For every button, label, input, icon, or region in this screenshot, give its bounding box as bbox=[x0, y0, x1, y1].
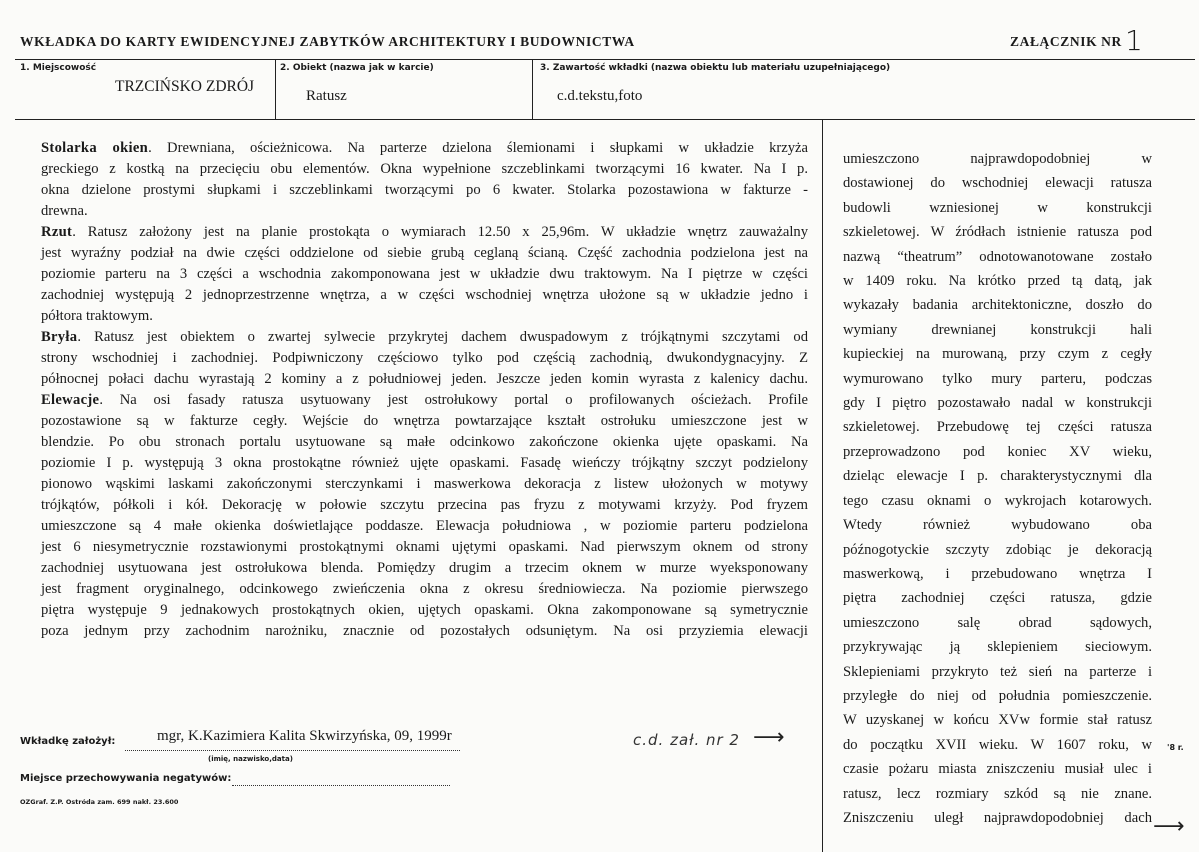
main-text-content: zachodniej usytuowana jest ostrołukowa blenda. Pomiędzy drugim a trzecim oknem w murze wyeksponowany bbox=[41, 560, 808, 576]
section-heading: Stolarka okien bbox=[41, 140, 149, 156]
main-text-line bbox=[41, 285, 808, 306]
history-text-line: wymurowano tylko mury parteru, podczas bbox=[843, 370, 1152, 387]
history-text-line: gdy I piętro pozostawało nadal w konstrukcji bbox=[843, 395, 1152, 412]
history-text-line: przykrywając ją sklepieniem sieciowym. bbox=[843, 639, 1152, 656]
attachment-number: 1 bbox=[1125, 24, 1143, 57]
main-text-content: umieszczone są 4 małe okienka doświetlające poddasze. Elewacja południowa , w poziomie parteru podzielona bbox=[41, 518, 808, 534]
main-text-content: półtora traktowym. bbox=[41, 308, 153, 324]
continuation-arrow-icon: ⟶ bbox=[753, 725, 785, 750]
main-text-line bbox=[41, 453, 808, 474]
history-text-line: przyległe do niej od południa pomieszczenie. bbox=[843, 687, 1152, 704]
field-locality-value: TRZCIŃSKO ZDRÓJ bbox=[115, 78, 255, 95]
main-text-line bbox=[41, 180, 808, 201]
main-text-content: drewna. bbox=[41, 203, 88, 219]
main-text-content: poziomie parteru na 3 części a wschodnia zakomponowana jest w układzie dwu traktowym. Na I piętrze w części bbox=[41, 266, 808, 282]
main-text-line bbox=[41, 222, 808, 243]
history-text-line: umieszczono salę obrad sądowych, bbox=[843, 614, 1152, 631]
main-text-content: okna dzielone prostymi słupkami i szczeblinkami tworzącymi po 6 kwater. Stolarka pozostawiona w fakturze - bbox=[41, 182, 808, 198]
history-text-line: dostawionej do wschodniej elewacji ratusza bbox=[843, 175, 1152, 192]
main-text-line bbox=[41, 348, 808, 369]
history-text-line: nazwą “theatrum” odnotowanotowane zostało bbox=[843, 248, 1152, 265]
field-contents-label: 3. Zawartość wkładki (nazwa obiektu lub materiału uzupełniającego) bbox=[540, 63, 891, 73]
main-text-content: jest wyraźny podział na dwie części oddzielone od siebie grubą ceglaną ścianą. Część zachodnia podzielona jest na bbox=[41, 245, 808, 261]
history-text-line: tego czasu oknami o wykrojach kotarowych. bbox=[843, 492, 1152, 509]
main-description bbox=[41, 138, 808, 642]
footer-author-label: Wkładkę założył: bbox=[20, 736, 116, 747]
main-text-content: północnej połaci dachu wyrastają 2 kominy a z południowej jeden. Jeszcze jeden komin wyrasta z kalenicy dachu. bbox=[41, 371, 808, 387]
footer-storage-label: Miejsce przechowywania negatywów: bbox=[20, 773, 232, 784]
field-object-value: Ratusz bbox=[306, 88, 347, 104]
header-divider-1 bbox=[275, 59, 276, 120]
history-text-line: późnogotyckie szczyty zdobiąc je dekoracją bbox=[843, 541, 1152, 558]
footer-author-value: mgr, K.Kazimiera Kalita Skwirzyńska, 09, 1999r bbox=[157, 728, 452, 744]
main-text-content: zachodniej występują 2 jednoprzestrzenne wnętrza, a w części wschodniej wnętrza ułożone są w układzie jedno i bbox=[41, 287, 808, 303]
main-text-line bbox=[41, 537, 808, 558]
main-text-content: piętra występuje 9 jednakowych prostokątnych okien, ujętych opaskami. Okna zakomponowane są symetrycznie bbox=[41, 602, 808, 618]
history-text-line: w 1409 roku. Na krótko przed tą datą, jak bbox=[843, 273, 1152, 290]
section-heading: Rzut bbox=[41, 224, 73, 240]
main-text-content: blendzie. Po obu stronach portalu usytuowane są małe odcinkowo zakończone okienka ujęte opaskami. Na bbox=[41, 434, 808, 450]
history-text-line: budowli wzniesionej w konstrukcji bbox=[843, 199, 1152, 216]
field-object-label: 2. Obiekt (nazwa jak w karcie) bbox=[280, 63, 434, 73]
main-text-line bbox=[41, 264, 808, 285]
main-text-line bbox=[41, 369, 808, 390]
history-text-line: ratusz, lecz rozmiary szkód są nie znane. bbox=[843, 785, 1152, 802]
main-text-line bbox=[41, 432, 808, 453]
history-text-line: przeprowadzono pod koniec XV wieku, bbox=[843, 443, 1152, 460]
main-text-content: jest fragment oryginalnego, odcinkowego zwieńczenia okna z okresu średniowiecza. Na poziomie pierwszego bbox=[41, 581, 808, 597]
main-text-content: . Na osi fasady ratusza usytuowany jest ostrołukowy portal o profilowanych ościeżach. Profile bbox=[99, 392, 808, 408]
attachment-label: ZAŁĄCZNIK NR bbox=[1010, 34, 1122, 49]
history-text-line: kupieckiej na murowaną, przy czym z cegły bbox=[843, 346, 1152, 363]
main-text-content: pozostawione są w fakturze cegły. Wejście do wnętrza powtarzające kształt ostrołuku umieszczone jest w bbox=[41, 413, 808, 429]
main-text-line bbox=[41, 306, 808, 327]
history-text-line: dzieląc elewacje I p. charakterystycznymi dla bbox=[843, 468, 1152, 485]
main-text-line bbox=[41, 474, 808, 495]
history-text-line: Wtedy również wybudowano oba bbox=[843, 517, 1152, 534]
main-text-line bbox=[41, 621, 808, 642]
main-text-line bbox=[41, 243, 808, 264]
history-text-line: wykazały badania architektoniczne, doszło do bbox=[843, 297, 1152, 314]
history-description bbox=[843, 147, 1152, 830]
main-text-line bbox=[41, 579, 808, 600]
main-text-content: poziomie I p. występują 3 okna prostokątne również ujęte opaskami. Fasadę wieńczy trójkątny szczyt podzielony bbox=[41, 455, 808, 471]
section-heading: Bryła bbox=[41, 329, 78, 345]
main-text-line bbox=[41, 159, 808, 180]
history-text-line: umieszczono najprawdopodobniej w bbox=[843, 151, 1152, 167]
history-text-line: do początku XVII wieku. W 1607 roku, w bbox=[843, 736, 1152, 753]
column-divider bbox=[822, 119, 823, 852]
main-text-line bbox=[41, 201, 808, 222]
history-text-line: maswerkową, i przebudowano wnętrza I bbox=[843, 565, 1152, 582]
history-text-line: wymiany drewnianej konstrukcji hali bbox=[843, 321, 1152, 338]
footer-author-caption: (imię, nazwisko,data) bbox=[208, 755, 293, 763]
main-text-content: pionowo wąskimi laskami zakończonymi sterczynkami i maswerkowa dekoracja z listew ułożonych w motywy bbox=[41, 476, 808, 492]
main-text-content: . Ratusz jest obiektem o zwartej sylwecie przykrytej dachem dwuspadowym z trójkątnymi szczytami od bbox=[77, 329, 808, 345]
header-rule-top bbox=[15, 59, 1195, 60]
history-text-line: szkieletowej. W źródłach istnienie ratusza pod bbox=[843, 224, 1152, 241]
section-heading: Elewacje bbox=[41, 392, 100, 408]
main-text-line bbox=[41, 390, 808, 411]
main-text-line bbox=[41, 411, 808, 432]
field-contents-value: c.d.tekstu,foto bbox=[557, 88, 643, 104]
main-text-content: jest 6 niesymetrycznie rozstawionymi prostokątnymi oknami ujętymi opaskami. Nad pierwszym oknem od strony bbox=[41, 539, 808, 555]
header-rule-bottom bbox=[15, 119, 1195, 120]
main-text-content: greckiego z kostką na przecięciu obu elementów. Okna wypełnione szczeblinkami tworzącymi 16 kwater. Na I p. bbox=[41, 161, 808, 177]
next-page-arrow-icon: ⟶ bbox=[1153, 814, 1185, 839]
field-locality-label: 1. Miejscowość bbox=[20, 63, 97, 73]
main-text-content: . Drewniana, ościeżnicowa. Na parterze dzielona ślemionami i słupkami w układzie krzyża bbox=[148, 140, 808, 156]
main-text-line bbox=[41, 558, 808, 579]
main-text-content: trójkątów, półkoli i kół. Dekorację w połowie szczytu przecina pas fryzu z motywami krzyży. Pod fryzem bbox=[41, 497, 808, 513]
history-text-line: piętra zachodniej części ratusza, gdzie bbox=[843, 590, 1152, 607]
history-text-line: czasie pożaru miasta zniszczeniu musiał ulec i bbox=[843, 761, 1152, 778]
print-info: OZGraf. Z.P. Ostróda zam. 699 nakł. 23.600 bbox=[20, 798, 179, 806]
main-text-line bbox=[41, 327, 808, 348]
history-text-line: W uzyskanej w końcu XVw formie stał ratusz bbox=[843, 712, 1152, 729]
main-text-content: poza jednym przy zachodnim narożniku, znacznie od pozostałych odsuniętym. Na osi przyziemia elewacji bbox=[41, 623, 808, 639]
main-text-content: . Ratusz założony jest na planie prostokąta o wymiarach 12.50 x 25,96m. W układzie wnętrz zauważalny bbox=[72, 224, 808, 240]
continuation-note: c.d. zał. nr 2 bbox=[633, 731, 740, 749]
main-text-line bbox=[41, 138, 808, 159]
header-divider-2 bbox=[532, 59, 533, 120]
form-title: WKŁADKA DO KARTY EWIDENCYJNEJ ZABYTKÓW ARCHITEKTURY I BUDOWNICTWA bbox=[20, 34, 635, 49]
history-text-line: Sklepieniami przykryto też sień na parterze i bbox=[843, 663, 1152, 680]
main-text-line bbox=[41, 600, 808, 621]
side-mark: '8 r. bbox=[1167, 743, 1184, 752]
footer-storage-line bbox=[232, 785, 450, 786]
footer-author-line bbox=[125, 750, 460, 751]
main-text-content: strony wschodniej i zachodniej. Podpiwniczony częściowo tylko pod częścią zachodnią, dwukondygnacyjny. Z bbox=[41, 350, 808, 366]
history-text-line: szkieletowej. Przebudowę tej części ratusza bbox=[843, 419, 1152, 436]
main-text-line bbox=[41, 495, 808, 516]
main-text-line bbox=[41, 516, 808, 537]
history-text-line: Zniszczeniu uległ najprawdopodobniej dach bbox=[843, 809, 1152, 826]
